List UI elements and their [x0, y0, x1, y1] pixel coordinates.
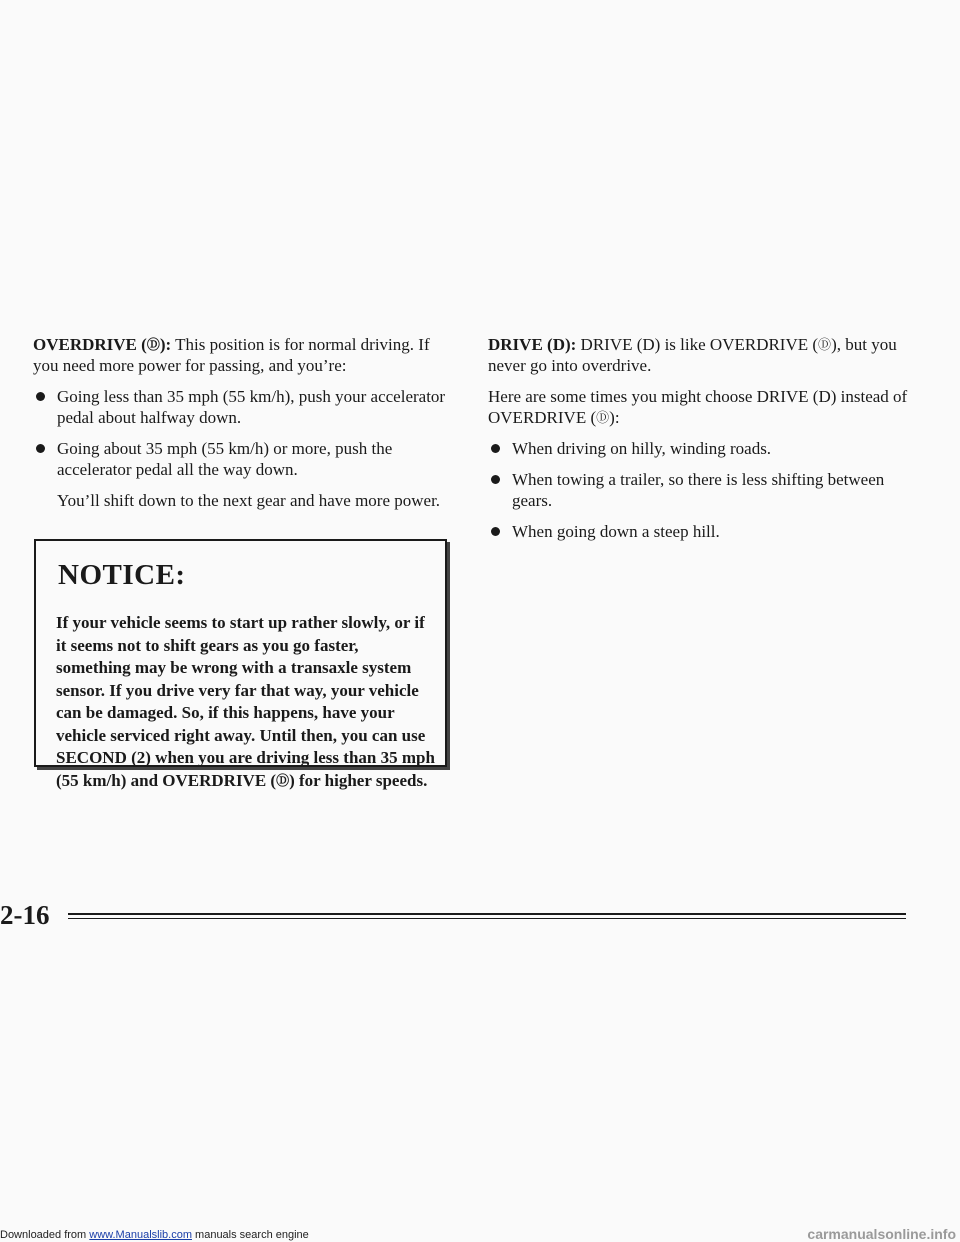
- shift-down-note: You’ll shift down to the next gear and have more power.: [57, 491, 441, 510]
- list-item: Going less than 35 mph (55 km/h), push your accelerator pedal about halfway down.: [33, 386, 453, 428]
- manualslib-link[interactable]: www.Manualslib.com: [89, 1229, 192, 1241]
- notice-body: If your vehicle seems to start up rather slowly, or if it seems not to shift gears as you go faster, something may be wrong with a transaxle system sensor. If you drive very far that way, your vehicle can be damaged. So, if this happens, have your vehicle serviced right away. Until then, you can use SECOND (2) when you are driving less than 35 mph (55 km/h) and OVERDRIVE (Ⓓ) for higher speeds.: [56, 613, 435, 790]
- page-number: 2-16: [0, 900, 50, 930]
- drive-paragraph: DRIVE (D): DRIVE (D) is like OVERDRIVE (Ⓓ), but you never go into overdrive.: [488, 335, 897, 375]
- drive-bullet-list: [488, 438, 928, 542]
- bullet-icon: [36, 444, 45, 453]
- site-watermark: carmanualsonline.info: [807, 1226, 956, 1242]
- overdrive-paragraph: [33, 334, 453, 376]
- drive-heading: DRIVE (D):: [488, 335, 577, 354]
- overdrive-bullet-list: [33, 386, 453, 480]
- overdrive-symbol-icon: Ⓓ: [818, 337, 832, 352]
- notice-box: [34, 539, 447, 790]
- right-column: [488, 334, 928, 552]
- overdrive-symbol-icon: Ⓓ: [276, 772, 290, 788]
- source-line: Downloaded from www.Manualslib.com manuals search engine: [0, 1229, 309, 1241]
- overdrive-symbol-icon: Ⓓ: [596, 410, 610, 425]
- bullet-icon: [491, 475, 500, 484]
- notice-title: NOTICE:: [58, 559, 186, 591]
- overdrive-symbol-icon: Ⓓ: [146, 337, 160, 352]
- list-item: When towing a trailer, so there is less shifting between gears.: [488, 469, 928, 511]
- footer-rule-thin: [68, 918, 906, 919]
- list-item: When driving on hilly, winding roads.: [488, 438, 928, 459]
- bullet-icon: [491, 444, 500, 453]
- overdrive-heading: OVERDRIVE (Ⓓ):: [33, 335, 172, 354]
- bullet-icon: [491, 527, 500, 536]
- bullet-icon: [36, 392, 45, 401]
- list-item: Going about 35 mph (55 km/h) or more, push the accelerator pedal all the way down.: [33, 438, 453, 480]
- list-item: When going down a steep hill.: [488, 521, 928, 542]
- drive-intro: Here are some times you might choose DRIVE (D) instead of OVERDRIVE (Ⓓ):: [488, 387, 908, 427]
- left-column: [33, 334, 453, 511]
- footer-rule: [68, 913, 906, 915]
- overdrive-intro: This position is for normal driving. If you need more power for passing, and you’re:: [33, 335, 430, 375]
